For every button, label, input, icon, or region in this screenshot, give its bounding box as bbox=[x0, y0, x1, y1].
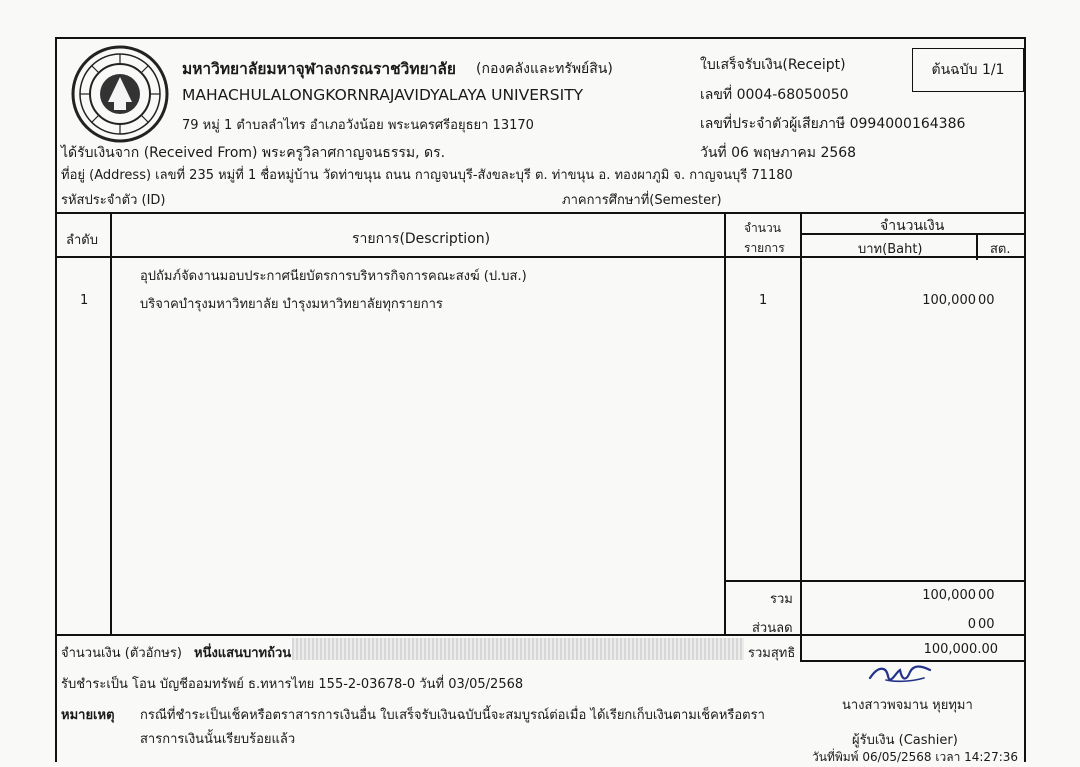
col-divider-no bbox=[110, 212, 112, 634]
university-name-th: มหาวิทยาลัยมหาจุฬาลงกรณราชวิทยาลัย bbox=[182, 60, 456, 78]
receipt-number: เลขที่ 0004-68050050 bbox=[700, 87, 849, 103]
outer-border-left bbox=[55, 37, 57, 762]
col-header-baht: บาท(Baht) bbox=[858, 242, 923, 257]
table-bottom-line bbox=[55, 634, 1026, 636]
col-header-qty-1: จำนวน bbox=[744, 221, 781, 235]
row-description-1: อุปถัมภ์จัดงานมอบประกาศนียบัตรการบริหารกิจการคณะสงฆ์ (ป.บส.) bbox=[140, 269, 527, 284]
col-header-qty-2: รายการ bbox=[744, 241, 785, 255]
outer-border-right bbox=[1024, 37, 1026, 762]
col-header-no: ลำดับ bbox=[66, 233, 98, 248]
receipt-date: วันที่ 06 พฤษภาคม 2568 bbox=[700, 145, 857, 161]
row-description-2: บริจาคบำรุงมหาวิทยาลัย บำรุงมหาวิทยาลัยทุกรายการ bbox=[140, 297, 443, 312]
tax-id: เลขที่ประจำตัวผู้เสียภาษี 0994000164386 bbox=[700, 116, 966, 132]
total-section-line bbox=[724, 580, 1026, 582]
total-satang: 00 bbox=[978, 588, 995, 603]
cashier-name: นางสาวพจมาน หุยทุมา bbox=[842, 698, 973, 713]
col-header-description: รายการ(Description) bbox=[352, 231, 491, 247]
discount-label: ส่วนลด bbox=[752, 621, 793, 636]
total-label: รวม bbox=[770, 592, 793, 607]
payment-method: รับชำระเป็น โอน บัญชีออมทรัพย์ ธ.ทหารไทย 155-2-03678-0 วันที่ 03/05/2568 bbox=[61, 677, 524, 692]
row-qty: 1 bbox=[759, 293, 768, 308]
total-baht: 100,000 bbox=[922, 588, 976, 603]
discount-baht: 0 bbox=[967, 617, 976, 632]
copy-label-box bbox=[912, 48, 1024, 92]
col-divider-qty bbox=[800, 212, 802, 660]
row-baht: 100,000 bbox=[922, 293, 976, 308]
university-address: 79 หมู่ 1 ตำบลลำไทร อำเภอวังน้อย พระนครศรีอยุธยา 13170 bbox=[182, 118, 534, 133]
university-name-en: MAHACHULALONGKORNRAJAVIDYALAYA UNIVERSITY bbox=[182, 86, 584, 104]
net-total-label: รวมสุทธิ bbox=[748, 646, 796, 661]
col-header-satang: สต. bbox=[990, 242, 1011, 257]
row-number: 1 bbox=[80, 293, 89, 308]
signature-icon bbox=[866, 660, 936, 690]
net-total-value: 100,000.00 bbox=[923, 642, 998, 657]
col-divider-desc bbox=[724, 212, 726, 634]
discount-satang: 00 bbox=[978, 617, 995, 632]
remark-line-2: สารการเงินนั้นเรียบร้อยแล้ว bbox=[140, 732, 296, 747]
copy-label: ต้นฉบับ 1/1 bbox=[931, 62, 1005, 78]
cashier-label: ผู้รับเงิน (Cashier) bbox=[852, 733, 958, 748]
remark-line-1: กรณีที่ชำระเป็นเช็คหรือตราสารการเงินอื่น ใบเสร็จรับเงินฉบับนี้จะสมบูรณ์ต่อเมื่อ ได้เรียกเก็บเงินตามเช็คหรือตรา bbox=[140, 708, 765, 723]
semester-label: ภาคการศึกษาที่(Semester) bbox=[562, 193, 722, 208]
student-id-label: รหัสประจำตัว (ID) bbox=[61, 193, 166, 208]
receipt-title: ใบเสร็จรับเงิน(Receipt) bbox=[700, 57, 846, 73]
row-satang: 00 bbox=[978, 293, 995, 308]
outer-border-top bbox=[55, 37, 1026, 39]
table-top-line bbox=[55, 212, 1026, 214]
amount-words: หนึ่งแสนบาทถ้วน bbox=[194, 646, 292, 661]
university-seal-icon bbox=[70, 44, 170, 144]
col-divider-satang-header bbox=[976, 233, 978, 260]
received-from: ได้รับเงินจาก (Received From) พระครูวิลาศกาญจนธรรม, ดร. bbox=[61, 145, 446, 161]
payer-address: ที่อยู่ (Address) เลขที่ 235 หมู่ที่ 1 ชื่อหมู่บ้าน วัดท่าขนุน ถนน กาญจนบุรี-สังขละบุรี ต. ท่าขนุน อ. ทองผาภูมิ จ. กาญจนบุรี 71180 bbox=[61, 168, 793, 183]
amount-words-label: จำนวนเงิน (ตัวอักษร) bbox=[61, 646, 182, 661]
remark-label: หมายเหตุ bbox=[61, 708, 115, 723]
print-date: วันที่พิมพ์ 06/05/2568 เวลา 14:27:36 bbox=[812, 750, 1019, 764]
amount-words-shading bbox=[292, 638, 744, 660]
col-header-amount: จำนวนเงิน bbox=[880, 218, 945, 234]
department-name: (กองคลังและทรัพย์สิน) bbox=[476, 61, 613, 77]
